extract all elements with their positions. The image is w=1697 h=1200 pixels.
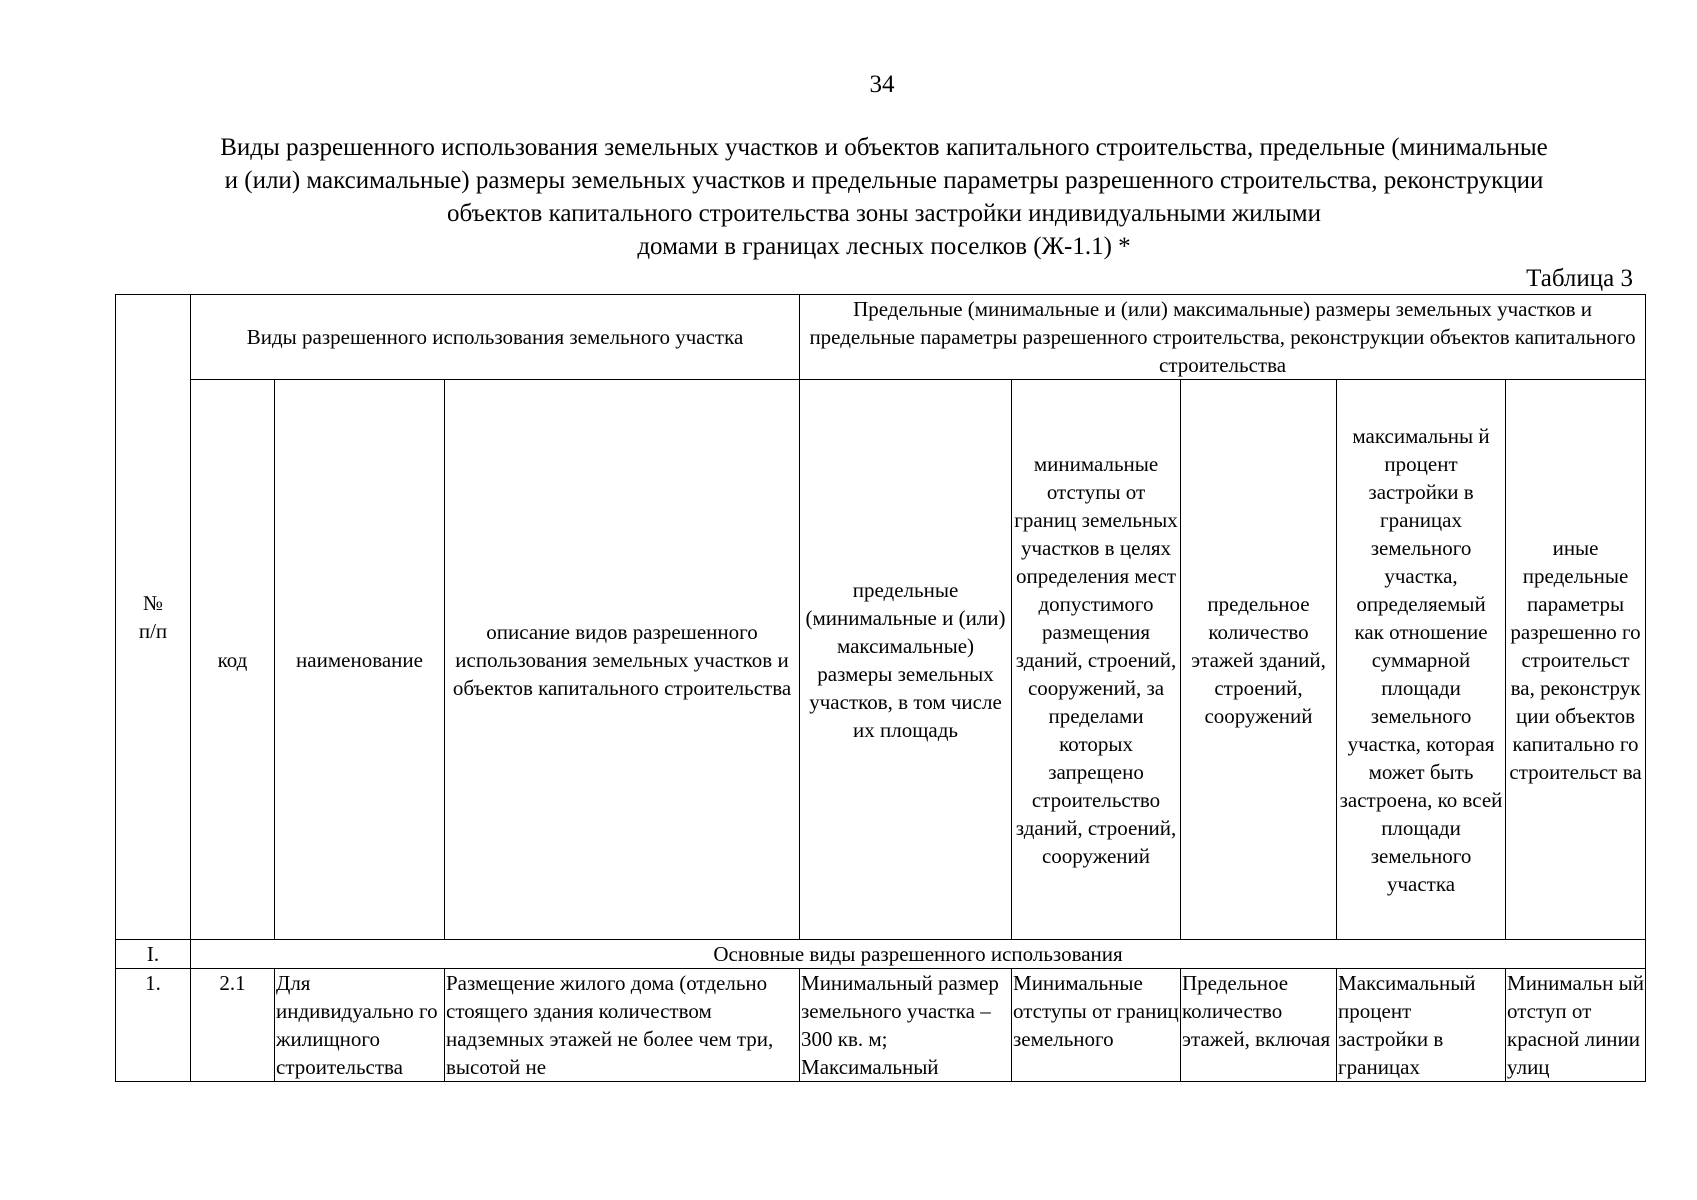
header-uses-group: Виды разрешенного использования земельного участка [191,295,800,380]
header-plot-size: предельные (минимальные и (или) максимальные) размеры земельных участков, в том числе их площадь [800,380,1012,940]
title-line-4: домами в границах лесных поселков (Ж-1.1) * [637,233,1131,260]
header-limits-group: Предельные (минимальные и (или) максимальные) размеры земельных участков и предельные параметры разрешенного строительства, реконструкции объектов капитального строительства [800,295,1646,380]
land-use-table [115,294,1646,1082]
header-row-sub [116,380,1646,940]
section-number: I. [116,940,191,969]
header-row-number: № п/п [116,295,191,940]
header-coverage: максимальны й процент застройки в границах земельного участка, определяемый как отношение суммарной площади земельного участка, которая может быть застроена, ко всей площади земельного участка [1337,380,1506,940]
row-name: Для индивидуально го жилищного строительства [275,969,445,1082]
row-coverage: Максимальный процент застройки в границах [1337,969,1506,1082]
section-title: Основные виды разрешенного использования [191,940,1646,969]
row-plot-size: Минимальный размер земельного участка – 300 кв. м; Максимальный [800,969,1012,1082]
row-other: Минимальн ый отступ от красной линии улиц [1506,969,1646,1082]
header-code: код [191,380,275,940]
header-setbacks: минимальные отступы от границ земельных участков в целях определения мест допустимого размещения зданий, строений, сооружений, за пределами которых запрещено строительство зданий, строений, сооружений [1012,380,1181,940]
row-setbacks: Минимальные отступы от границ земельного [1012,969,1181,1082]
header-name: наименование [275,380,445,940]
header-row-top [116,295,1646,380]
header-floors: предельное количество этажей зданий, строений, сооружений [1181,380,1337,940]
document-title [104,131,1664,263]
table-caption: Таблица 3 [1526,265,1633,292]
row-floors: Предельное количество этажей, включая [1181,969,1337,1082]
table-row [116,969,1646,1082]
row-number: 1. [116,969,191,1082]
row-code: 2.1 [191,969,275,1082]
header-description: описание видов разрешенного использования земельных участков и объектов капитального строительства [445,380,800,940]
row-description: Размещение жилого дома (отдельно стоящего здания количеством надземных этажей не более чем три, высотой не [445,969,800,1082]
title-line-2: и (или) максимальные) размеры земельных участков и предельные параметры разрешенного строительства, реконструкции [224,167,1544,194]
header-other: иные предельные параметры разрешенно го строительст ва, реконструк ции объектов капитально го строительст ва [1506,380,1646,940]
section-row [116,940,1646,969]
title-line-1: Виды разрешенного использования земельных участков и объектов капитального строительства, предельные (минимальные [220,134,1548,161]
page-number: 34 [869,71,895,98]
title-line-3: объектов капитального строительства зоны застройки индивидуальными жилыми [447,200,1321,227]
